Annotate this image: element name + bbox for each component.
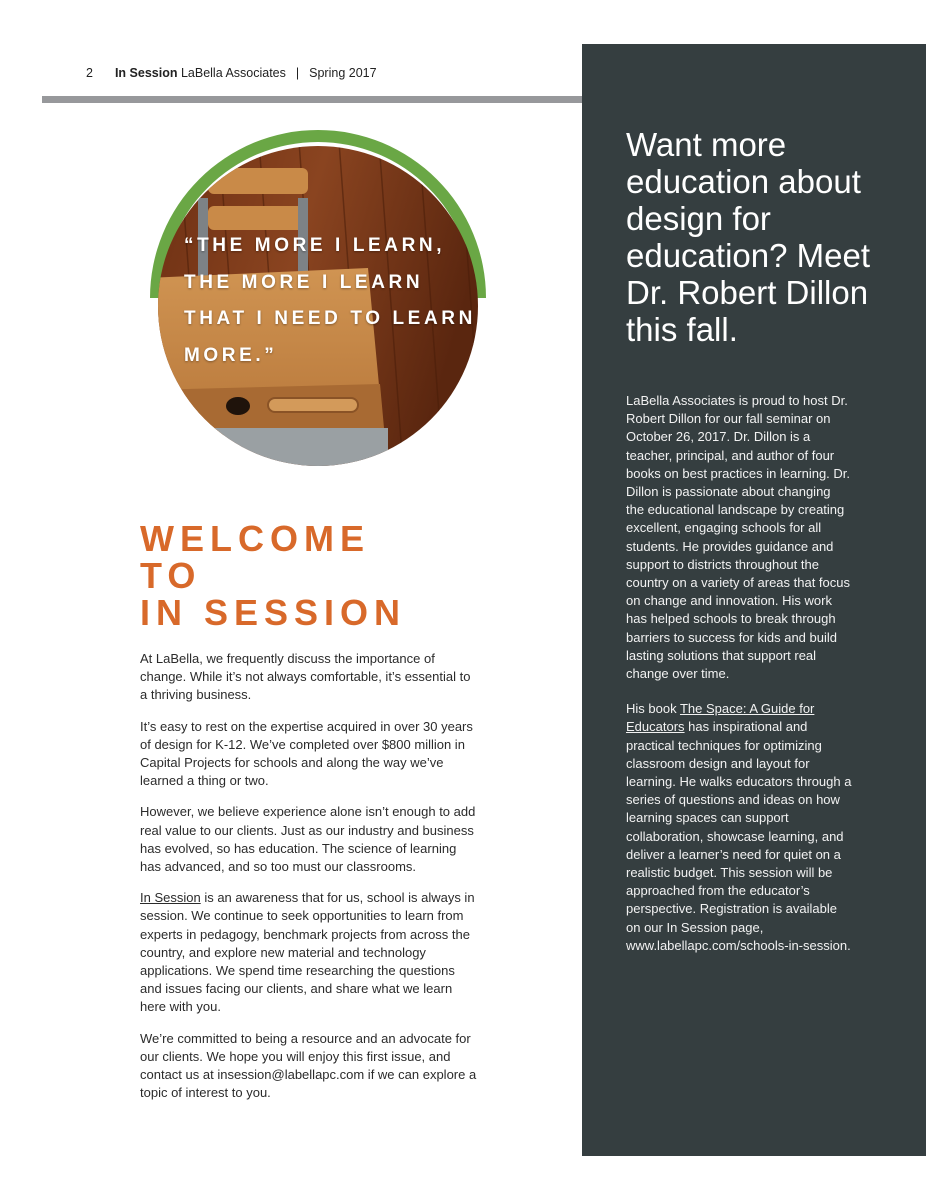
sidebar-article	[626, 392, 852, 972]
welcome-line-3: IN SESSION	[140, 592, 407, 633]
header-separator: |	[295, 66, 300, 80]
pull-quote: “THE MORE I LEARN, THE MORE I LEARN THAT I NEED TO LEARN MORE.”	[184, 235, 476, 366]
main-paragraph: It’s easy to rest on the expertise acquired in over 30 years of design for K-12. We’ve completed over $800 million in Capital Projects for schools and along the way we’ve learned a thing or two.	[140, 718, 473, 789]
sidebar-panel	[582, 44, 926, 1156]
main-paragraph	[140, 889, 478, 1016]
main-paragraph: We’re committed to being a resource and an advocate for our clients. We hope you will enjoy this first issue, and contact us at insession@labellapc.com if we can explore a topic of interest to you.	[140, 1030, 477, 1101]
sidebar-paragraph: LaBella Associates is proud to host Dr. Robert Dillon for our fall seminar on October 26, 2017. Dr. Dillon is a teacher, principal, and author of four books on best practices in learning. Dr. Dillon is passionate about changing the educational landscape by creating excellent, engaging schools for all students. He provides guidance and support to districts throughout the country on a variety of areas that focus on change and innovation. His work has helped schools to break through barriers to success for kids and build lasting solutions that support real change over time.	[626, 393, 851, 682]
welcome-line-2: TO	[140, 555, 202, 596]
book-title-link[interactable]: The Space: A Guide for Educators	[626, 701, 815, 735]
header-rule	[42, 96, 582, 103]
company-name: LaBella Associates	[177, 66, 286, 80]
sidebar-paragraph	[626, 700, 852, 955]
welcome-line-1: WELCOME	[140, 518, 370, 559]
main-paragraph: However, we believe experience alone isn’t enough to add real value to our clients. Just as our industry and business has evolved, so has education. The science of learning has advanced, and so too must our classrooms.	[140, 804, 476, 875]
welcome-heading	[140, 520, 480, 631]
main-paragraph: At LaBella, we frequently discuss the importance of change. While it’s not always comfortable, it’s essential to a thriving business.	[140, 651, 471, 703]
paragraph-text: His book	[626, 701, 680, 717]
paragraph-text: is an awareness that for us, school is always in session. We continue to seek opportunities to learn from experts in pedagogy, benchmark projects from across the country, and explore new material and technology applications. We spend time researching the questions and issues facing our clients, and share what we learn here with you.	[140, 890, 475, 1015]
page-header	[86, 66, 377, 80]
paragraph-text: has inspirational and practical techniques for optimizing classroom design and layout for learning. He walks educators through a series of questions and ideas on how learning spaces can support collaboration, showcase learning, and deliver a learner’s need for quiet on a realistic budget. This session will be approached from the educator’s perspective. Registration is available on our In Session page, www.labellapc.com/schools-in-session.	[626, 719, 852, 953]
in-session-link[interactable]: In Session	[140, 890, 201, 906]
main-article	[140, 650, 478, 1115]
page-number: 2	[86, 66, 93, 80]
publication-name: In Session	[114, 66, 178, 80]
sidebar-title: Want more education about design for education? Meet Dr. Robert Dillon this fall.	[626, 126, 871, 348]
issue-date: Spring 2017	[309, 66, 377, 80]
